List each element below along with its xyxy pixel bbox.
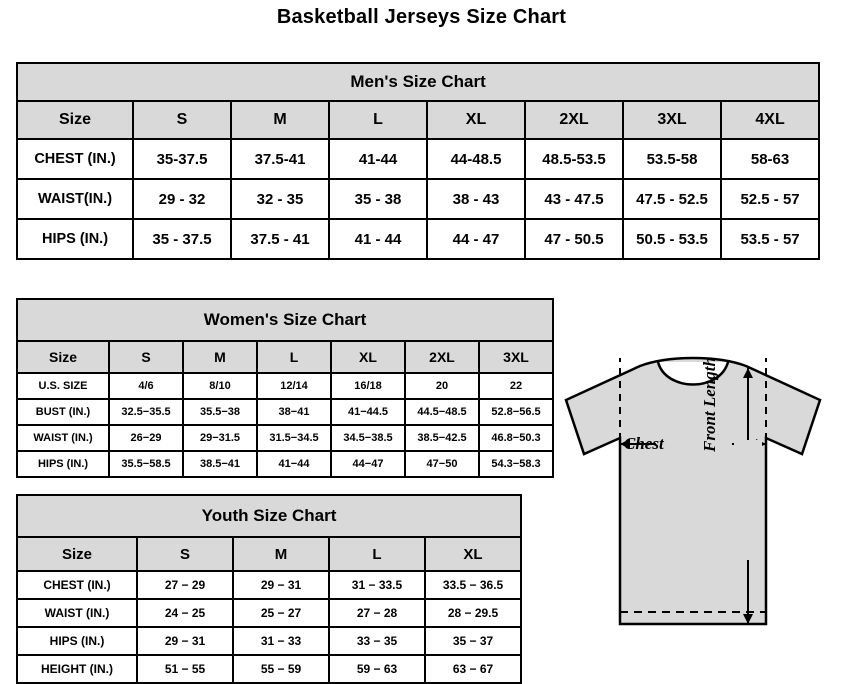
womens-cell-waist-2xl: 38.5−42.5 <box>405 425 479 451</box>
womens-cell-us-size-l: 12/14 <box>257 373 331 399</box>
mens-cell-waist-xl: 38 - 43 <box>427 179 525 219</box>
youth-chart-caption: Youth Size Chart <box>17 495 521 537</box>
youth-cell-height-xl: 63 − 67 <box>425 655 521 683</box>
youth-cell-chest-l: 31 − 33.5 <box>329 571 425 599</box>
table-row <box>17 451 553 477</box>
youth-col-header-s: S <box>137 537 233 571</box>
youth-cell-chest-m: 29 − 31 <box>233 571 329 599</box>
mens-cell-hips-4xl: 53.5 - 57 <box>721 219 819 259</box>
youth-col-header-xl: XL <box>425 537 521 571</box>
table-caption-row <box>17 63 819 101</box>
youth-col-header-l: L <box>329 537 425 571</box>
table-row <box>17 179 819 219</box>
mens-chart-caption: Men's Size Chart <box>17 63 819 101</box>
youth-cell-hips-xl: 35 − 37 <box>425 627 521 655</box>
youth-col-header-size: Size <box>17 537 137 571</box>
youth-row-label-hips: HIPS (IN.) <box>17 627 137 655</box>
womens-col-header-l: L <box>257 341 331 373</box>
womens-cell-waist-xl: 34.5−38.5 <box>331 425 405 451</box>
table-row <box>17 599 521 627</box>
mens-cell-chest-s: 35-37.5 <box>133 139 231 179</box>
chest-label: Chest <box>624 434 664 453</box>
womens-col-header-xl: XL <box>331 341 405 373</box>
table-row <box>17 571 521 599</box>
womens-cell-waist-l: 31.5−34.5 <box>257 425 331 451</box>
mens-row-label-hips: HIPS (IN.) <box>17 219 133 259</box>
table-header-row <box>17 341 553 373</box>
mens-cell-waist-s: 29 - 32 <box>133 179 231 219</box>
womens-cell-hips-xl: 44−47 <box>331 451 405 477</box>
jersey-svg <box>548 348 838 668</box>
table-row <box>17 627 521 655</box>
youth-cell-hips-m: 31 − 33 <box>233 627 329 655</box>
youth-cell-hips-s: 29 − 31 <box>137 627 233 655</box>
mens-col-header-m: M <box>231 101 329 139</box>
womens-cell-bust-3xl: 52.8−56.5 <box>479 399 553 425</box>
womens-cell-bust-s: 32.5−35.5 <box>109 399 183 425</box>
womens-col-header-3xl: 3XL <box>479 341 553 373</box>
womens-size-chart-section <box>16 298 552 478</box>
womens-cell-waist-3xl: 46.8−50.3 <box>479 425 553 451</box>
womens-row-label-us-size: U.S. SIZE <box>17 373 109 399</box>
table-header-row <box>17 101 819 139</box>
youth-row-label-height: HEIGHT (IN.) <box>17 655 137 683</box>
mens-cell-waist-m: 32 - 35 <box>231 179 329 219</box>
youth-cell-waist-xl: 28 − 29.5 <box>425 599 521 627</box>
mens-cell-hips-l: 41 - 44 <box>329 219 427 259</box>
page-title: Basketball Jerseys Size Chart <box>276 6 567 28</box>
womens-col-header-2xl: 2XL <box>405 341 479 373</box>
womens-cell-bust-l: 38−41 <box>257 399 331 425</box>
table-row <box>17 425 553 451</box>
womens-row-label-hips: HIPS (IN.) <box>17 451 109 477</box>
mens-size-chart-table <box>16 62 820 260</box>
youth-row-label-chest: CHEST (IN.) <box>17 571 137 599</box>
youth-cell-hips-l: 33 − 35 <box>329 627 425 655</box>
youth-cell-height-m: 55 − 59 <box>233 655 329 683</box>
mens-cell-chest-m: 37.5-41 <box>231 139 329 179</box>
table-row <box>17 399 553 425</box>
mens-cell-waist-4xl: 52.5 - 57 <box>721 179 819 219</box>
mens-row-label-chest: CHEST (IN.) <box>17 139 133 179</box>
mens-cell-chest-xl: 44-48.5 <box>427 139 525 179</box>
womens-cell-hips-l: 41−44 <box>257 451 331 477</box>
mens-col-header-3xl: 3XL <box>623 101 721 139</box>
womens-cell-hips-s: 35.5−58.5 <box>109 451 183 477</box>
mens-col-header-xl: XL <box>427 101 525 139</box>
jersey-body-shape <box>566 358 820 624</box>
womens-row-label-waist: WAIST (IN.) <box>17 425 109 451</box>
youth-col-header-m: M <box>233 537 329 571</box>
youth-cell-waist-m: 25 − 27 <box>233 599 329 627</box>
womens-col-header-m: M <box>183 341 257 373</box>
youth-cell-chest-xl: 33.5 − 36.5 <box>425 571 521 599</box>
mens-col-header-size: Size <box>17 101 133 139</box>
mens-row-label-waist: WAIST(IN.) <box>17 179 133 219</box>
youth-cell-chest-s: 27 − 29 <box>137 571 233 599</box>
mens-cell-waist-3xl: 47.5 - 52.5 <box>623 179 721 219</box>
youth-cell-waist-s: 24 − 25 <box>137 599 233 627</box>
youth-row-label-waist: WAIST (IN.) <box>17 599 137 627</box>
womens-cell-us-size-2xl: 20 <box>405 373 479 399</box>
mens-col-header-2xl: 2XL <box>525 101 623 139</box>
womens-cell-hips-m: 38.5−41 <box>183 451 257 477</box>
womens-col-header-s: S <box>109 341 183 373</box>
mens-cell-hips-m: 37.5 - 41 <box>231 219 329 259</box>
table-header-row <box>17 537 521 571</box>
mens-col-header-4xl: 4XL <box>721 101 819 139</box>
table-row <box>17 373 553 399</box>
jersey-measurement-diagram <box>548 348 838 668</box>
womens-col-header-size: Size <box>17 341 109 373</box>
mens-cell-hips-s: 35 - 37.5 <box>133 219 231 259</box>
mens-col-header-s: S <box>133 101 231 139</box>
mens-size-chart-section <box>16 62 818 260</box>
womens-cell-us-size-xl: 16/18 <box>331 373 405 399</box>
mens-cell-hips-3xl: 50.5 - 53.5 <box>623 219 721 259</box>
front-length-label-backdrop <box>734 440 762 560</box>
youth-size-chart-table <box>16 494 522 684</box>
mens-cell-waist-2xl: 43 - 47.5 <box>525 179 623 219</box>
youth-cell-waist-l: 27 − 28 <box>329 599 425 627</box>
mens-cell-chest-l: 41-44 <box>329 139 427 179</box>
mens-cell-chest-4xl: 58-63 <box>721 139 819 179</box>
mens-cell-waist-l: 35 - 38 <box>329 179 427 219</box>
womens-cell-bust-xl: 41−44.5 <box>331 399 405 425</box>
youth-cell-height-l: 59 − 63 <box>329 655 425 683</box>
womens-cell-us-size-s: 4/6 <box>109 373 183 399</box>
womens-cell-bust-2xl: 44.5−48.5 <box>405 399 479 425</box>
table-row <box>17 219 819 259</box>
womens-cell-hips-3xl: 54.3−58.3 <box>479 451 553 477</box>
mens-cell-hips-2xl: 47 - 50.5 <box>525 219 623 259</box>
womens-chart-caption: Women's Size Chart <box>17 299 553 341</box>
mens-cell-chest-2xl: 48.5-53.5 <box>525 139 623 179</box>
table-row <box>17 139 819 179</box>
womens-cell-waist-s: 26−29 <box>109 425 183 451</box>
table-caption-row <box>17 299 553 341</box>
mens-cell-hips-xl: 44 - 47 <box>427 219 525 259</box>
mens-cell-chest-3xl: 53.5-58 <box>623 139 721 179</box>
front-length-label: Front Length <box>700 357 719 452</box>
youth-size-chart-section <box>16 494 520 684</box>
womens-row-label-bust: BUST (IN.) <box>17 399 109 425</box>
womens-cell-waist-m: 29−31.5 <box>183 425 257 451</box>
youth-cell-height-s: 51 − 55 <box>137 655 233 683</box>
womens-cell-bust-m: 35.5−38 <box>183 399 257 425</box>
table-caption-row <box>17 495 521 537</box>
mens-col-header-l: L <box>329 101 427 139</box>
womens-cell-us-size-m: 8/10 <box>183 373 257 399</box>
chest-label-backdrop <box>656 432 732 456</box>
womens-size-chart-table <box>16 298 554 478</box>
womens-cell-us-size-3xl: 22 <box>479 373 553 399</box>
womens-cell-hips-2xl: 47−50 <box>405 451 479 477</box>
